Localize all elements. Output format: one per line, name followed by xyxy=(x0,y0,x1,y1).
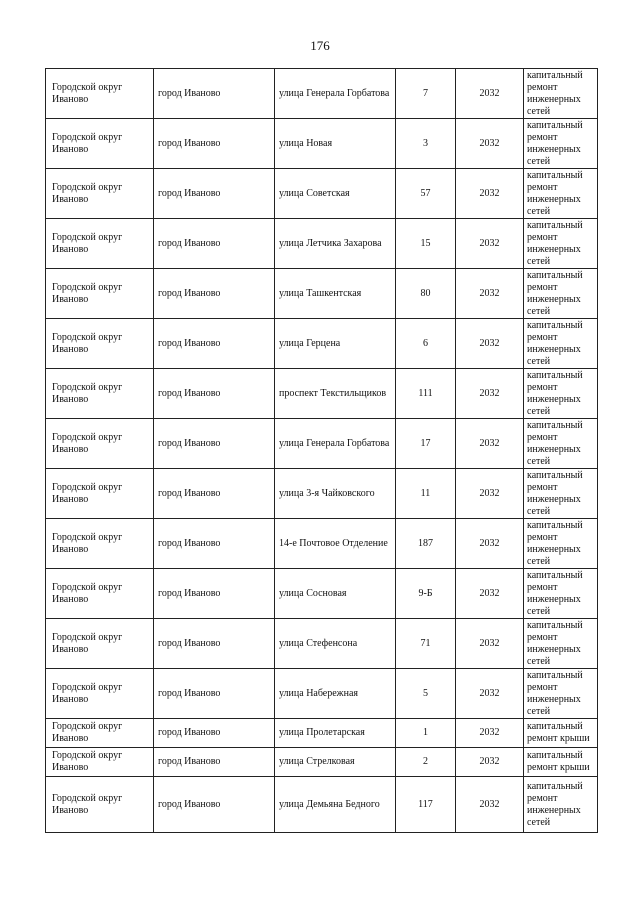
district-cell: Городской округ Иваново xyxy=(46,369,154,419)
city-cell: город Иваново xyxy=(154,519,275,569)
table-row xyxy=(46,748,598,777)
year-cell: 2032 xyxy=(456,169,524,219)
street-cell: 14-е Почтовое Отделение xyxy=(275,519,396,569)
work-type-cell: капитальный ремонт инженерных сетей xyxy=(524,519,598,569)
city-cell: город Иваново xyxy=(154,219,275,269)
district-cell: Городской округ Иваново xyxy=(46,519,154,569)
district-cell: Городской округ Иваново xyxy=(46,119,154,169)
work-type-cell: капитальный ремонт инженерных сетей xyxy=(524,119,598,169)
house-number-cell: 187 xyxy=(396,519,456,569)
table-row xyxy=(46,619,598,669)
house-number-cell: 71 xyxy=(396,619,456,669)
work-type-cell: капитальный ремонт инженерных сетей xyxy=(524,777,598,833)
city-cell: город Иваново xyxy=(154,569,275,619)
street-cell: улица Генерала Горбатова xyxy=(275,69,396,119)
page-number: 176 xyxy=(310,38,330,53)
house-number-cell: 117 xyxy=(396,777,456,833)
year-cell: 2032 xyxy=(456,219,524,269)
district-cell: Городской округ Иваново xyxy=(46,669,154,719)
work-type-cell: капитальный ремонт инженерных сетей xyxy=(524,669,598,719)
work-type-cell: капитальный ремонт инженерных сетей xyxy=(524,369,598,419)
district-cell: Городской округ Иваново xyxy=(46,569,154,619)
street-cell: улица Стефенсона xyxy=(275,619,396,669)
city-cell: город Иваново xyxy=(154,119,275,169)
house-number-cell: 17 xyxy=(396,419,456,469)
table-row xyxy=(46,219,598,269)
work-type-cell: капитальный ремонт инженерных сетей xyxy=(524,469,598,519)
table-row xyxy=(46,469,598,519)
year-cell: 2032 xyxy=(456,519,524,569)
year-cell: 2032 xyxy=(456,269,524,319)
table-row xyxy=(46,369,598,419)
city-cell: город Иваново xyxy=(154,669,275,719)
city-cell: город Иваново xyxy=(154,777,275,833)
table-row xyxy=(46,719,598,748)
year-cell: 2032 xyxy=(456,748,524,777)
work-type-cell: капитальный ремонт инженерных сетей xyxy=(524,569,598,619)
house-number-cell: 57 xyxy=(396,169,456,219)
work-type-cell: капитальный ремонт инженерных сетей xyxy=(524,169,598,219)
house-number-cell: 11 xyxy=(396,469,456,519)
table-row xyxy=(46,419,598,469)
work-type-cell: капитальный ремонт инженерных сетей xyxy=(524,419,598,469)
house-number-cell: 80 xyxy=(396,269,456,319)
street-cell: улица Сосновая xyxy=(275,569,396,619)
city-cell: город Иваново xyxy=(154,319,275,369)
year-cell: 2032 xyxy=(456,777,524,833)
year-cell: 2032 xyxy=(456,469,524,519)
city-cell: город Иваново xyxy=(154,719,275,748)
work-type-cell: капитальный ремонт крыши xyxy=(524,748,598,777)
city-cell: город Иваново xyxy=(154,619,275,669)
house-number-cell: 9-Б xyxy=(396,569,456,619)
district-cell: Городской округ Иваново xyxy=(46,777,154,833)
street-cell: улица Советская xyxy=(275,169,396,219)
street-cell: улица Набережная xyxy=(275,669,396,719)
street-cell: улица Демьяна Бедного xyxy=(275,777,396,833)
district-cell: Городской округ Иваново xyxy=(46,419,154,469)
district-cell: Городской округ Иваново xyxy=(46,169,154,219)
district-cell: Городской округ Иваново xyxy=(46,219,154,269)
district-cell: Городской округ Иваново xyxy=(46,748,154,777)
year-cell: 2032 xyxy=(456,619,524,669)
street-cell: улица Генерала Горбатова xyxy=(275,419,396,469)
house-number-cell: 1 xyxy=(396,719,456,748)
house-number-cell: 7 xyxy=(396,69,456,119)
district-cell: Городской округ Иваново xyxy=(46,619,154,669)
city-cell: город Иваново xyxy=(154,419,275,469)
district-cell: Городской округ Иваново xyxy=(46,319,154,369)
table-row xyxy=(46,669,598,719)
city-cell: город Иваново xyxy=(154,169,275,219)
year-cell: 2032 xyxy=(456,369,524,419)
work-type-cell: капитальный ремонт инженерных сетей xyxy=(524,219,598,269)
house-number-cell: 15 xyxy=(396,219,456,269)
city-cell: город Иваново xyxy=(154,269,275,319)
work-type-cell: капитальный ремонт крыши xyxy=(524,719,598,748)
work-type-cell: капитальный ремонт инженерных сетей xyxy=(524,319,598,369)
city-cell: город Иваново xyxy=(154,469,275,519)
year-cell: 2032 xyxy=(456,569,524,619)
year-cell: 2032 xyxy=(456,319,524,369)
street-cell: улица Пролетарская xyxy=(275,719,396,748)
street-cell: улица Летчика Захарова xyxy=(275,219,396,269)
work-type-cell: капитальный ремонт инженерных сетей xyxy=(524,619,598,669)
house-number-cell: 3 xyxy=(396,119,456,169)
street-cell: улица Стрелковая xyxy=(275,748,396,777)
work-type-cell: капитальный ремонт инженерных сетей xyxy=(524,269,598,319)
house-number-cell: 6 xyxy=(396,319,456,369)
table-row xyxy=(46,319,598,369)
street-cell: улица Новая xyxy=(275,119,396,169)
street-cell: улица Герцена xyxy=(275,319,396,369)
district-cell: Городской округ Иваново xyxy=(46,719,154,748)
year-cell: 2032 xyxy=(456,119,524,169)
district-cell: Городской округ Иваново xyxy=(46,269,154,319)
year-cell: 2032 xyxy=(456,719,524,748)
street-cell: улица 3-я Чайковского xyxy=(275,469,396,519)
city-cell: город Иваново xyxy=(154,369,275,419)
year-cell: 2032 xyxy=(456,419,524,469)
repair-schedule-table xyxy=(45,68,598,833)
table-row xyxy=(46,777,598,833)
house-number-cell: 5 xyxy=(396,669,456,719)
house-number-cell: 111 xyxy=(396,369,456,419)
street-cell: улица Ташкентская xyxy=(275,269,396,319)
city-cell: город Иваново xyxy=(154,748,275,777)
district-cell: Городской округ Иваново xyxy=(46,69,154,119)
work-type-cell: капитальный ремонт инженерных сетей xyxy=(524,69,598,119)
table-row xyxy=(46,169,598,219)
year-cell: 2032 xyxy=(456,69,524,119)
house-number-cell: 2 xyxy=(396,748,456,777)
table-row xyxy=(46,269,598,319)
year-cell: 2032 xyxy=(456,669,524,719)
table-row xyxy=(46,119,598,169)
table-row xyxy=(46,519,598,569)
city-cell: город Иваново xyxy=(154,69,275,119)
table-row xyxy=(46,69,598,119)
street-cell: проспект Текстильщиков xyxy=(275,369,396,419)
district-cell: Городской округ Иваново xyxy=(46,469,154,519)
table-row xyxy=(46,569,598,619)
